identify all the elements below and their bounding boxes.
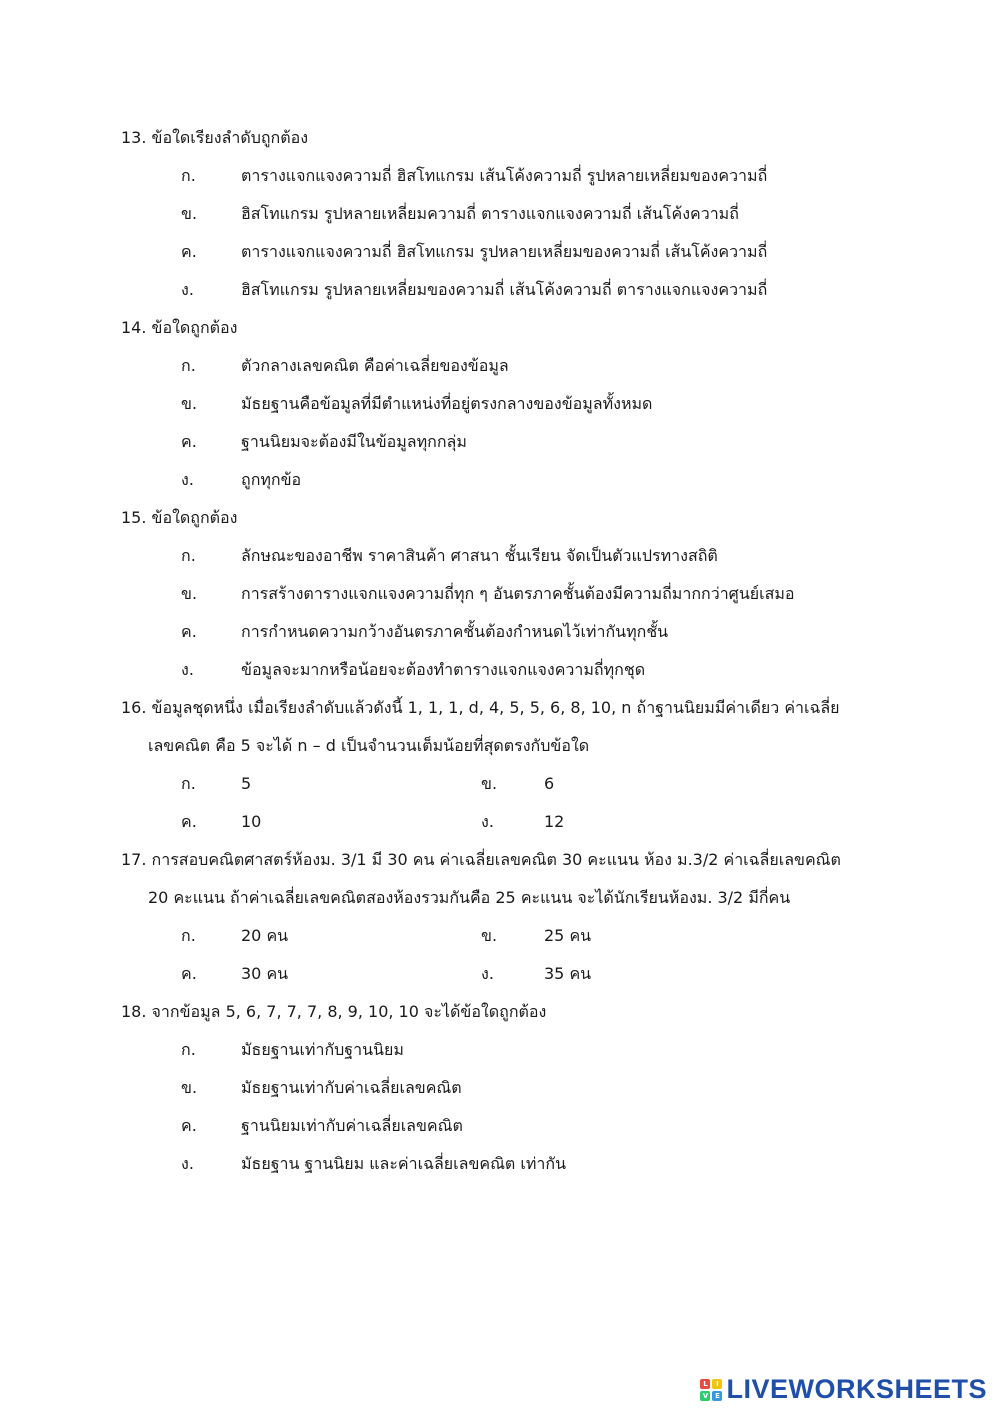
question-17-stem-line2: 20 คะแนน ถ้าค่าเฉลี่ยเลขคณิตสองห้องรวมกันคือ 25 คะแนน จะได้นักเรียนห้องม. 3/2 มีกี่คน: [148, 888, 791, 907]
q13-option-a-letter: ก.: [181, 166, 196, 185]
q16-option-d-letter: ง.: [481, 812, 494, 831]
q14-option-c-text: ฐานนิยมจะต้องมีในข้อมูลทุกกลุ่ม: [241, 432, 467, 451]
q13-option-b-text: ฮิสโทแกรม รูปหลายเหลี่ยมความถี่ ตารางแจกแจงความถี่ เส้นโค้งความถี่: [241, 204, 739, 223]
q17-option-d-text: 35 คน: [544, 964, 592, 983]
q18-option-d-letter: ง.: [181, 1154, 194, 1173]
q13-option-d-text: ฮิสโทแกรม รูปหลายเหลี่ยมของความถี่ เส้นโค้งความถี่ ตารางแจกแจงความถี่: [241, 280, 768, 299]
logo-tile-v: V: [700, 1391, 710, 1401]
q16-option-d-text: 12: [544, 812, 565, 831]
q14-option-b-text: มัธยฐานคือข้อมูลที่มีตำแหน่งที่อยู่ตรงกลางของข้อมูลทั้งหมด: [241, 394, 653, 413]
q15-option-d-text: ข้อมูลจะมากหรือน้อยจะต้องทำตารางแจกแจงความถี่ทุกชุด: [241, 660, 646, 679]
q18-option-b-letter: ข.: [181, 1078, 198, 1097]
q15-option-b-text: การสร้างตารางแจกแจงความถี่ทุก ๆ อันตรภาคชั้นต้องมีความถี่มากกว่าศูนย์เสมอ: [241, 584, 795, 603]
q15-option-c-text: การกำหนดความกว้างอันตรภาคชั้นต้องกำหนดไว้เท่ากันทุกชั้น: [241, 622, 669, 641]
brand-name: LIVEWORKSHEETS: [726, 1374, 987, 1404]
q18-option-c-text: ฐานนิยมเท่ากับค่าเฉลี่ยเลขคณิต: [241, 1116, 463, 1135]
q13-option-c-text: ตารางแจกแจงความถี่ ฮิสโทแกรม รูปหลายเหลี่ยมของความถี่ เส้นโค้งความถี่: [241, 242, 768, 261]
q14-option-d-text: ถูกทุกข้อ: [241, 470, 302, 489]
q16-option-a-text: 5: [241, 774, 252, 793]
q15-option-b-letter: ข.: [181, 584, 198, 603]
q16-option-a-letter: ก.: [181, 774, 196, 793]
q16-option-c-text: 10: [241, 812, 262, 831]
q13-option-a-text: ตารางแจกแจงความถี่ ฮิสโทแกรม เส้นโค้งความถี่ รูปหลายเหลี่ยมของความถี่: [241, 166, 768, 185]
q15-option-d-letter: ง.: [181, 660, 194, 679]
liveworksheets-logo[interactable]: [700, 1374, 987, 1405]
question-14-stem: 14. ข้อใดถูกต้อง: [121, 318, 238, 337]
q17-option-a-text: 20 คน: [241, 926, 289, 945]
q13-option-b-letter: ข.: [181, 204, 198, 223]
question-13-stem: 13. ข้อใดเรียงลำดับถูกต้อง: [121, 128, 309, 147]
q18-option-a-letter: ก.: [181, 1040, 196, 1059]
q15-option-c-letter: ค.: [181, 622, 197, 641]
q13-option-c-letter: ค.: [181, 242, 197, 261]
q17-option-a-letter: ก.: [181, 926, 196, 945]
q17-option-c-letter: ค.: [181, 964, 197, 983]
q14-option-a-text: ตัวกลางเลขคณิต คือค่าเฉลี่ยของข้อมูล: [241, 356, 509, 375]
q17-option-b-text: 25 คน: [544, 926, 592, 945]
q14-option-d-letter: ง.: [181, 470, 194, 489]
question-15-stem: 15. ข้อใดถูกต้อง: [121, 508, 238, 527]
q18-option-a-text: มัธยฐานเท่ากับฐานนิยม: [241, 1040, 404, 1059]
q13-option-d-letter: ง.: [181, 280, 194, 299]
q14-option-b-letter: ข.: [181, 394, 198, 413]
q14-option-a-letter: ก.: [181, 356, 196, 375]
q18-option-d-text: มัธยฐาน ฐานนิยม และค่าเฉลี่ยเลขคณิต เท่ากัน: [241, 1154, 567, 1173]
question-18-stem: 18. จากข้อมูล 5, 6, 7, 7, 7, 8, 9, 10, 10 จะได้ข้อใดถูกต้อง: [121, 1002, 547, 1021]
q15-option-a-text: ลักษณะของอาชีพ ราคาสินค้า ศาสนา ชั้นเรียน จัดเป็นตัวแปรทางสถิติ: [241, 546, 718, 565]
q18-option-c-letter: ค.: [181, 1116, 197, 1135]
q18-option-b-text: มัธยฐานเท่ากับค่าเฉลี่ยเลขคณิต: [241, 1078, 462, 1097]
q14-option-c-letter: ค.: [181, 432, 197, 451]
logo-tile-l: L: [700, 1379, 710, 1389]
q17-option-d-letter: ง.: [481, 964, 494, 983]
q17-option-c-text: 30 คน: [241, 964, 289, 983]
q16-option-b-text: 6: [544, 774, 555, 793]
q15-option-a-letter: ก.: [181, 546, 196, 565]
question-16-stem-line1: 16. ข้อมูลชุดหนึ่ง เมื่อเรียงลำดับแล้วดังนี้ 1, 1, 1, d, 4, 5, 5, 6, 8, 10, n ถ้าฐานนิยมมีค่าเดียว ค่าเฉลี่ย: [121, 698, 840, 717]
question-16-stem-line2: เลขคณิต คือ 5 จะได้ n – d เป็นจำนวนเต็มน้อยที่สุดตรงกับข้อใด: [148, 736, 590, 755]
logo-tile-i: I: [712, 1379, 722, 1389]
q16-option-b-letter: ข.: [481, 774, 498, 793]
question-17-stem-line1: 17. การสอบคณิตศาสตร์ห้องม. 3/1 มี 30 คน ค่าเฉลี่ยเลขคณิต 30 คะแนน ห้อง ม.3/2 ค่าเฉลี่ยเลขคณิต: [121, 850, 841, 869]
logo-tile-e: E: [712, 1391, 722, 1401]
q17-option-b-letter: ข.: [481, 926, 498, 945]
q16-option-c-letter: ค.: [181, 812, 197, 831]
logo-tiles-icon: [700, 1379, 722, 1401]
